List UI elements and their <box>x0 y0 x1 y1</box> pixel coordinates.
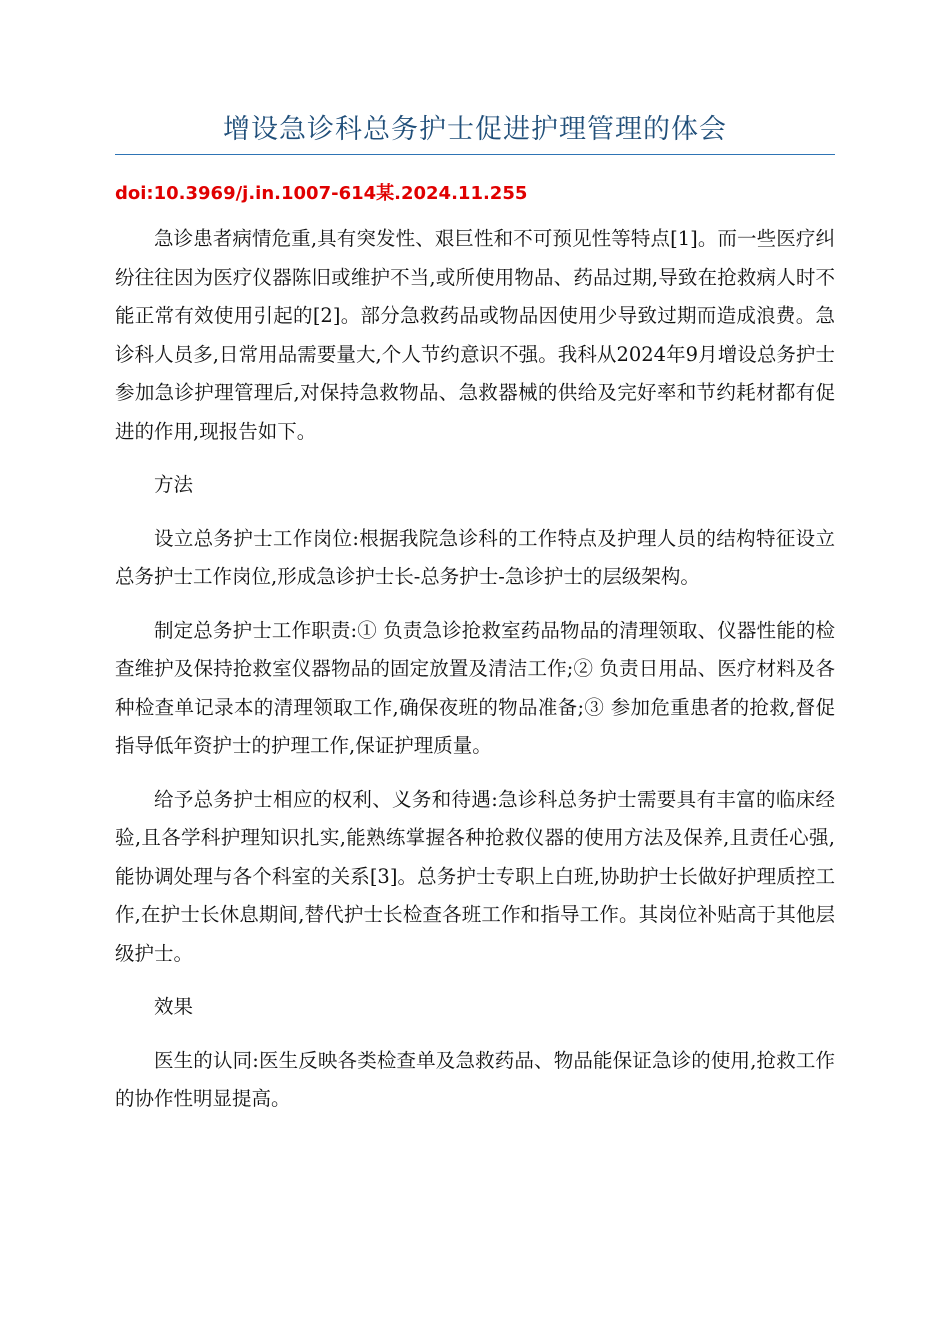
section-heading-results: 效果 <box>154 995 194 1018</box>
document-title: 增设急诊科总务护士促进护理管理的体会 <box>223 114 727 145</box>
intro-paragraph: 急诊患者病情危重,具有突发性、艰巨性和不可预见性等特点[1]。而一些医疗纠纷往往因为医疗仪器陈旧或维护不当,或所使用物品、药品过期,导致在抢救病人时不能正常有效使用引起的[2]。部分急救药品或物品因使用少导致过期而造成浪费。急诊科人员多,日常用品需要量大,个人节约意识不强。我科从2024年9月增设总务护士参加急诊护理管理后,对保持急救物品、急救器械的供给及完好率和节约耗材都有促进的作用,现报告如下。 <box>115 227 835 443</box>
paragraph-doctor-recognition: 医生的认同:医生反映各类检查单及急救药品、物品能保证急诊的使用,抢救工作的协作性明显提高。 <box>115 1048 835 1110</box>
paragraph-duties: 制定总务护士工作职责:① 负责急诊抢救室药品物品的清理领取、仪器性能的检查维护及保持抢救室仪器物品的固定放置及清洁工作;② 负责日用品、医疗材料及各种检查单记录本的清理领取工作,确保夜班的物品准备;③ 参加危重患者的抢救,督促指导低年资护士的护理工作,保证护理质量。 <box>115 618 835 757</box>
document-body <box>115 220 835 1134</box>
doi-line: doi:10.3969/j.in.1007-614某.2024.11.255 <box>115 183 528 204</box>
title-underline <box>115 154 835 155</box>
paragraph-set-up-position: 设立总务护士工作岗位:根据我院急诊科的工作特点及护理人员的结构特征设立总务护士工作岗位,形成急诊护士长-总务护士-急诊护士的层级架构。 <box>115 526 835 588</box>
section-heading-methods: 方法 <box>154 473 194 496</box>
paragraph-rights-and-benefits: 给予总务护士相应的权利、义务和待遇:急诊科总务护士需要具有丰富的临床经验,且各学科护理知识扎实,能熟练掌握各种抢救仪器的使用方法及保养,且责任心强,能协调处理与各个科室的关系[3]。总务护士专职上白班,协助护士长做好护理质控工作,在护士长休息期间,替代护士长检查各班工作和指导工作。其岗位补贴高于其他层级护士。 <box>115 787 835 965</box>
